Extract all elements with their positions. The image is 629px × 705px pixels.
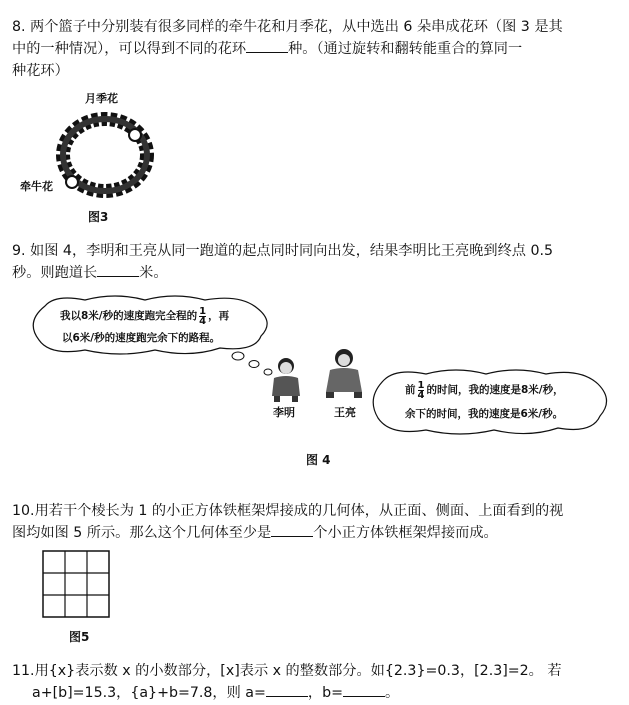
q11-answer-blank-a[interactable] [266, 682, 308, 697]
q11-line2 [32, 682, 399, 704]
q8-line2-text-a: 中的一种情况），可以得到不同的花环 [12, 41, 247, 57]
figure4-runner-liming-icon [268, 356, 304, 404]
figure3-caption: 图3 [88, 210, 109, 224]
q10-line2-text-b: 个小正方体铁框架焊接而成。 [313, 525, 498, 541]
q10-line2 [12, 522, 498, 544]
q10-line1: 10.用若干个棱长为 1 的小正方体铁框架焊接成的几何体，从正面、侧面、上面看到的视 [12, 503, 564, 519]
q11-answer-blank-b[interactable] [343, 682, 385, 697]
figure3-label-rose: 月季花 [85, 92, 118, 105]
figure4-bubble-left-line1: 我以8米/秒的速度跑完全程的 $\frac{1}{4}$ ，再 [60, 305, 230, 327]
figure4-speech-bubble-right [366, 366, 614, 438]
figure4-bubble-right-line2: 余下的时间，我的速度是6米/秒。 [405, 408, 564, 420]
figure3-morning-glory-flower [66, 176, 78, 188]
q9-answer-blank[interactable] [97, 262, 139, 277]
q8-line2-text-b: 种。（通过旋转和翻转能重合的算同一 [288, 41, 523, 57]
q9-line2-text-a: 秒。则跑道长 [12, 265, 98, 281]
q8-line1: 8. 两个篮子中分别装有很多同样的牵牛花和月季花，从中选出 6 朵串成花环（图 3 是其 [12, 19, 563, 35]
q8-line2 [12, 38, 522, 60]
fraction-quarter: $\frac{1}{4}$ [199, 305, 207, 327]
figure3-flower-ring [40, 100, 170, 210]
figure5-caption: 图5 [69, 630, 90, 644]
q10-line2-text-a: 图均如图 5 所示。那么这个几何体至少是 [12, 525, 272, 541]
figure4-bubble-right-line1: 前 $\frac{1}{4}$ 的时间，我的速度是8米/秒， [405, 379, 564, 401]
figure4-runner-wangliang-icon [322, 348, 366, 400]
q9-line2 [12, 262, 168, 284]
figure4-name-liming: 李明 [273, 406, 295, 419]
q11-line1: 11.用{x}表示数 x 的小数部分，[x]表示 x 的整数部分。如{2.3}=0.3，[2.3]=2。 若 [12, 663, 562, 679]
q9-line1: 9. 如图 4，李明和王亮从同一跑道的起点同时同向出发，结果李明比王亮晚到终点 0.5 [12, 243, 554, 259]
fraction-quarter-2: $\frac{1}{4}$ [417, 379, 425, 401]
figure4-caption: 图 4 [306, 453, 331, 467]
q10-answer-blank[interactable] [271, 522, 313, 537]
q9-line2-text-b: 米。 [139, 265, 168, 281]
q8-answer-blank[interactable] [246, 38, 288, 53]
figure5-grid [42, 550, 112, 620]
figure3-label-morning-glory: 牵牛花 [20, 180, 53, 193]
q11-line2-text-a: a+[b]=15.3，{a}+b=7.8，则 a= [32, 685, 266, 701]
figure4-name-wangliang: 王亮 [334, 406, 356, 419]
q11-line2-text-c: 。 [384, 685, 400, 701]
figure3-rose-flower [129, 129, 141, 141]
q8-line3: 种花环） [12, 63, 69, 79]
figure4-bubble-left-line2: 以6米/秒的速度跑完余下的路程。 [62, 332, 221, 344]
q11-line2-text-b: ，b= [307, 685, 343, 701]
